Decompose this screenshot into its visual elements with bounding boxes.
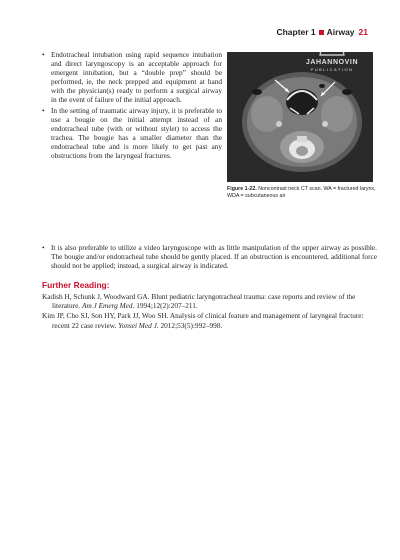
figure-caption-text: Noncontrast neck CT scan. WA = fractured larynx, WDA = subcutaneous air <box>227 186 376 199</box>
ct-scan-image <box>227 52 373 182</box>
reference-citation: 1994;12(2):207–211. <box>134 301 198 311</box>
figure-caption <box>227 186 377 200</box>
section-label: Airway <box>326 27 355 37</box>
bullet-item: • Endotracheal intubation using rapid sequence intubation and direct laryngoscopy is an acceptable approach for emergent intubation, but a “double prep” should be performed, ie, the neck prepped and equipment at hand with the physician(s) ready to perform a surgical airway in the event of failure of the initial approach. <box>42 50 222 105</box>
reference-text: Kim JP, Cho SJ, Son HY, Park JJ, Woo SH. Analysis of clinical feature and management of laryngeal fracture: recent 22 case review. <box>42 311 364 330</box>
reference-item <box>42 311 382 329</box>
figure-label: Figure 1-22. <box>227 186 257 192</box>
further-reading-section <box>42 280 382 331</box>
reference-item <box>42 292 382 310</box>
watermark-subtitle: PUBLICATION <box>310 67 354 72</box>
bullet-list-wide <box>42 243 377 271</box>
bullet-item: • It is also preferable to utilize a video laryngoscope with as little manipulation of the upper airway as possible. The bougie and/or endotracheal tube should be gently placed. If an obstruction is encountered, additional force should not be applied; instead, a surgical airway is indicated. <box>42 243 377 270</box>
chapter-label: Chapter 1 <box>276 27 316 37</box>
further-reading-title: Further Reading: <box>42 280 110 290</box>
reference-journal: Yonsei Med J. <box>118 320 159 330</box>
running-head <box>276 27 368 37</box>
reference-citation: 2012;53(5):992–998. <box>158 320 223 330</box>
separator-square-icon <box>319 30 324 35</box>
ct-scan-figure <box>227 52 373 182</box>
page-number: 21 <box>358 27 368 37</box>
bullet-list-top <box>42 50 222 161</box>
bullet-item: • In the setting of traumatic airway injury, it is preferable to use a bougie on the initial attempt instead of an endotracheal tube (with or without stylet) to access the trachea. The bougie has a smaller diameter than the endotracheal tube and is more likely to get past any obstructions from the laryngeal fractures. <box>42 106 222 161</box>
reference-text: Kadish H, Schunk J, Woodward GA. Blunt pediatric laryngotracheal trauma: case reports and review of the literature. <box>42 292 356 311</box>
watermark-name: JAHANNOVIN <box>305 59 359 66</box>
reference-journal: Am J Emerg Med. <box>81 301 135 311</box>
